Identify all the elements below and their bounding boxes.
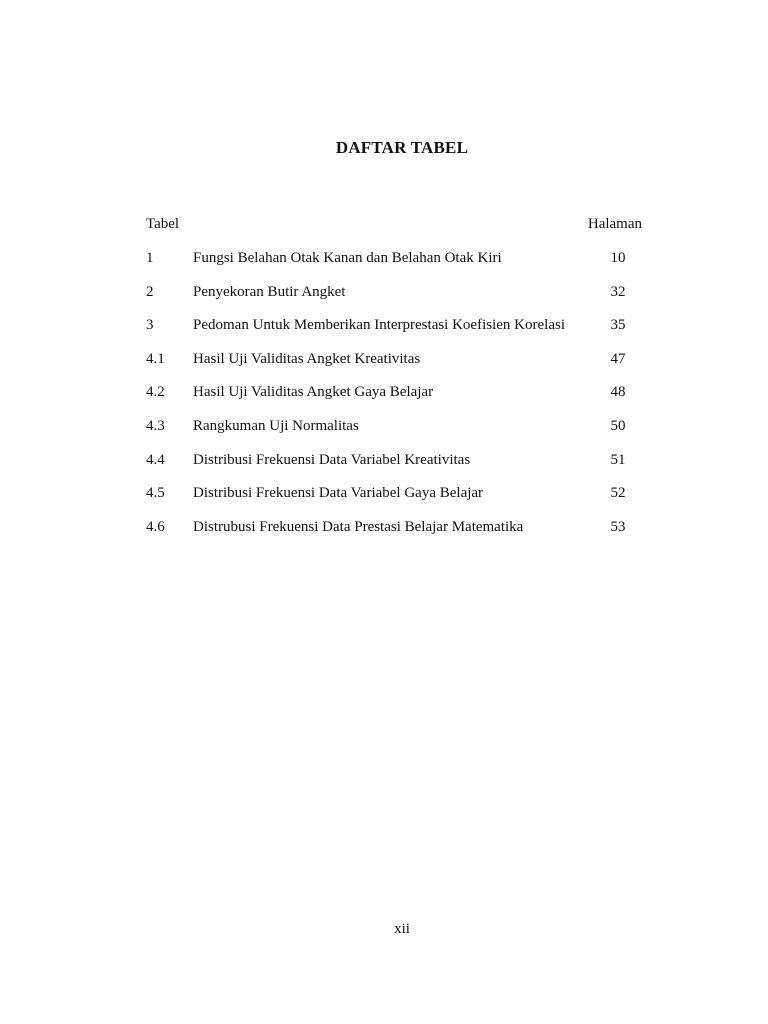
entry-page: 51 <box>610 451 626 468</box>
entry-title: Rangkuman Uji Normalitas <box>193 417 359 434</box>
column-header-tabel: Tabel <box>146 216 180 232</box>
page-number: xii <box>394 921 410 937</box>
entry-page: 52 <box>610 485 626 502</box>
entry-number: 2 <box>146 283 154 300</box>
list-item <box>146 485 642 519</box>
entry-number: 4.3 <box>146 417 165 434</box>
entry-title: Pedoman Untuk Memberikan Interprestasi Koefisien Korelasi <box>193 317 565 334</box>
list-item <box>146 317 642 351</box>
entry-page: 35 <box>610 317 626 334</box>
entry-title: Fungsi Belahan Otak Kanan dan Belahan Otak Kiri <box>193 250 502 266</box>
page-title: DAFTAR TABEL <box>335 138 469 157</box>
list-item <box>146 250 642 284</box>
table-list <box>146 250 642 552</box>
entry-page: 48 <box>610 384 626 401</box>
entry-page: 32 <box>610 283 626 300</box>
column-header-halaman: Halaman <box>587 216 642 232</box>
entry-page: 50 <box>610 417 626 434</box>
list-item <box>146 418 642 452</box>
entry-number: 3 <box>146 317 154 334</box>
entry-title: Penyekoran Butir Angket <box>193 283 346 300</box>
entry-number: 4.2 <box>146 384 165 401</box>
list-item <box>146 452 642 486</box>
entry-number: 1 <box>146 250 154 266</box>
entry-title: Distribusi Frekuensi Data Variabel Kreativitas <box>193 451 471 468</box>
entry-number: 4.1 <box>146 350 165 367</box>
entry-number: 4.6 <box>146 518 165 535</box>
list-item <box>146 384 642 418</box>
entry-page: 47 <box>610 350 626 367</box>
entry-page: 53 <box>610 518 626 535</box>
entry-title: Hasil Uji Validitas Angket Gaya Belajar <box>193 384 434 401</box>
entry-title: Hasil Uji Validitas Angket Kreativitas <box>193 350 421 367</box>
list-item <box>146 519 642 553</box>
entry-number: 4.5 <box>146 485 165 502</box>
list-item <box>146 284 642 318</box>
entry-page: 10 <box>610 250 626 266</box>
entry-title: Distrubusi Frekuensi Data Prestasi Belajar Matematika <box>193 518 524 535</box>
entry-number: 4.4 <box>146 451 165 468</box>
entry-title: Distribusi Frekuensi Data Variabel Gaya Belajar <box>193 485 484 502</box>
list-item <box>146 351 642 385</box>
